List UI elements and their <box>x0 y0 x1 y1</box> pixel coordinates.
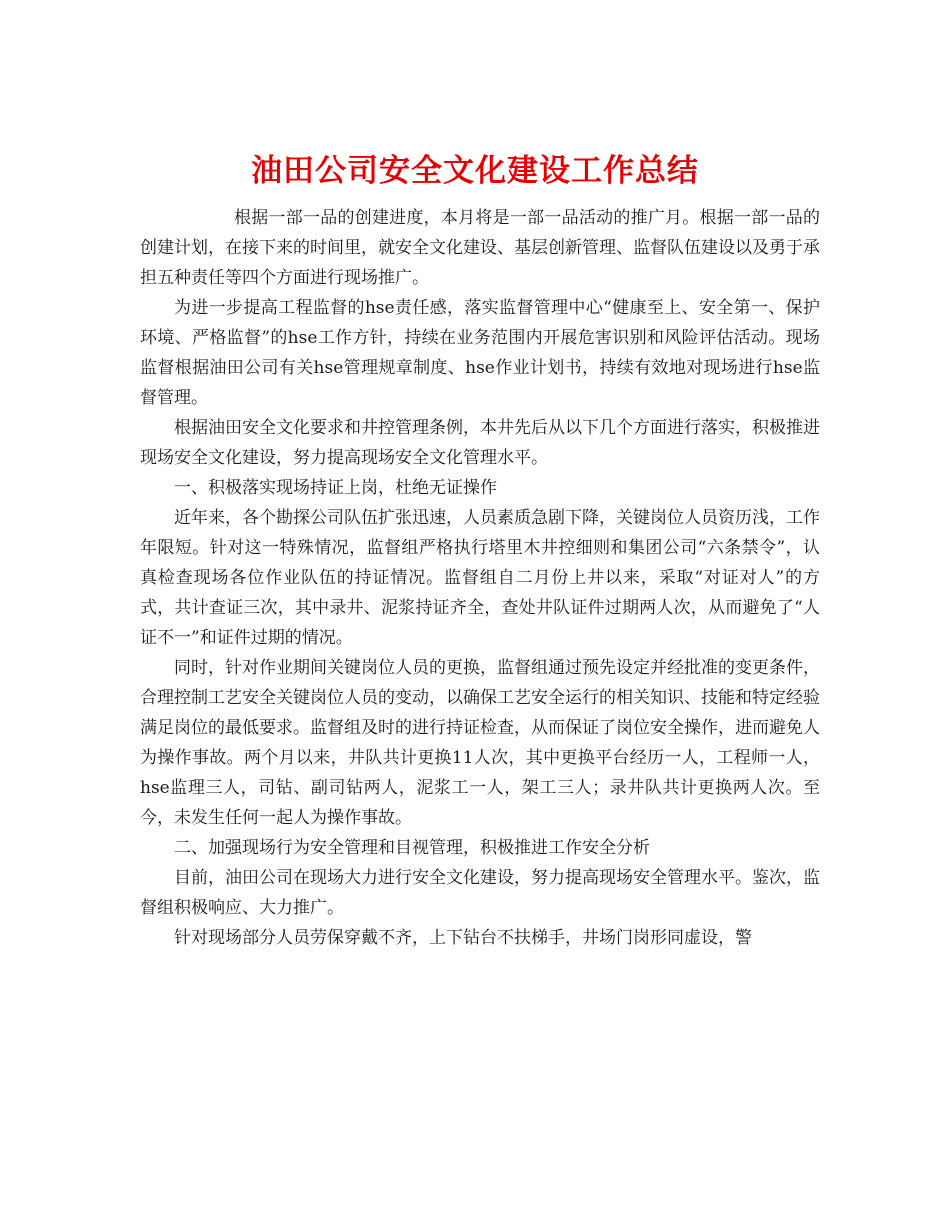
paragraph-safety-culture: 目前，油田公司在现场大力进行安全文化建设，努力提高现场安全管理水平。鉴次，监督组积极响应、大力推广。 <box>140 868 820 918</box>
paragraph-personnel-change: 同时，针对作业期间关键岗位人员的更换，监督组通过预先设定并经批准的变更条件，合理控制工艺安全关键岗位人员的变动，以确保工艺安全运行的相关知识、技能和特定经验满足岗位的最低要求。监督组及时的进行持证检查，从而保证了岗位安全操作，进而避免人为操作事故。两个月以来，井队共计更换11人次，其中更换平台经历一人，工程师一人，hse监理三人，司钻、副司钻两人，泥浆工一人，架工三人；录井队共计更换两人次。至今，未发生任何一起人为操作事故。 <box>140 658 820 828</box>
paragraph-intro: 根据一部一品的创建进度，本月将是一部一品活动的推广月。根据一部一品的创建计划，在接下来的时间里，就安全文化建设、基层创新管理、监督队伍建设以及勇于承担五种责任等四个方面进行现场推广。 <box>140 208 820 288</box>
document-title: 油田公司安全文化建设工作总结 <box>251 152 699 189</box>
paragraph-implementation: 根据油田安全文化要求和井控管理条例，本井先后从以下几个方面进行落实，积极推进现场安全文化建设，努力提高现场安全文化管理水平。 <box>140 418 820 468</box>
paragraph-field-issues: 针对现场部分人员劳保穿戴不齐，上下钻台不扶梯手，井场门岗形同虚设，警 <box>174 928 752 948</box>
paragraph-certification: 近年来，各个勘探公司队伍扩张迅速，人员素质急剧下降，关键岗位人员资历浅，工作年限短。针对这一特殊情况，监督组严格执行塔里木井控细则和集团公司“六条禁令”，认真检查现场各位作业队伍的持证情况。监督组自二月份上井以来，采取“对证对人”的方式，共计查证三次，其中录井、泥浆持证齐全，查处井队证件过期两人次，从而避免了“人证不一”和证件过期的情况。 <box>140 508 820 648</box>
section-heading-1: 一、积极落实现场持证上岗，杜绝无证操作 <box>174 478 497 498</box>
section-heading-2: 二、加强现场行为安全管理和目视管理，积极推进工作安全分析 <box>174 838 650 858</box>
document-body <box>140 203 820 953</box>
paragraph-hse-responsibility: 为进一步提高工程监督的hse责任感，落实监督管理中心“健康至上、安全第一、保护环境、严格监督”的hse工作方针，持续在业务范围内开展危害识别和风险评估活动。现场监督根据油田公司有关hse管理规章制度、hse作业计划书，持续有效地对现场进行hse监督管理。 <box>140 298 820 408</box>
